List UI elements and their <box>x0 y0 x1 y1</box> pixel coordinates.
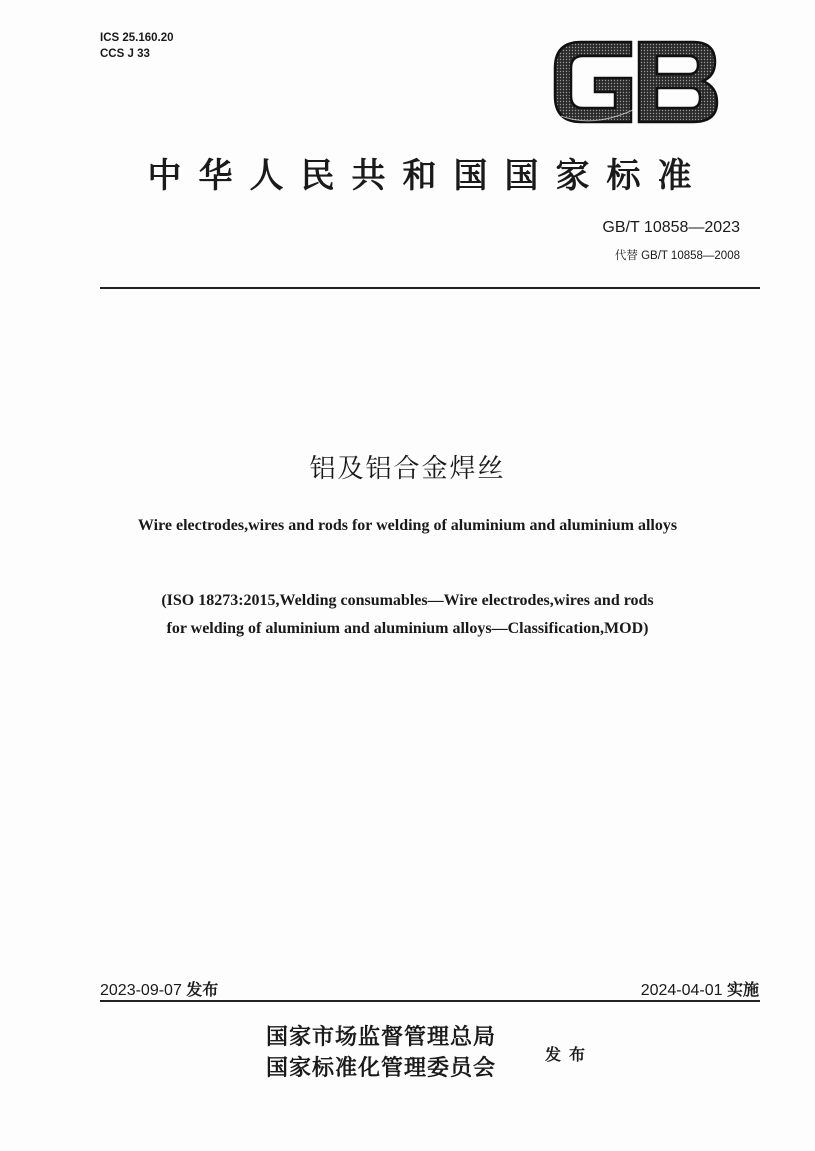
ics-code: ICS 25.160.20 <box>100 32 174 44</box>
ccs-code: CCS J 33 <box>100 48 150 60</box>
replaces-standard: 代替 GB/T 10858—2008 <box>614 250 740 262</box>
publish-date: 2023-09-07 <box>100 982 182 999</box>
chinese-title: 铝及铝合金焊丝 <box>309 454 506 484</box>
issue-word: 发布 <box>545 1045 594 1064</box>
bottom-divider <box>100 1000 760 1002</box>
national-standard-title: 中华人民共和国国家标准 <box>147 156 709 196</box>
iso-reference-line1: (ISO 18273:2015,Welding consumables—Wire electrodes,wires and rods <box>161 592 654 609</box>
top-divider <box>100 287 760 289</box>
gb-logo <box>553 40 719 124</box>
publish-label: 发布 <box>186 980 219 999</box>
iso-reference-line2: for welding of aluminium and aluminium alloys—Classification,MOD) <box>166 620 649 637</box>
implement-date: 2024-04-01 <box>640 982 723 999</box>
issuer-sac: 国家标准化管理委员会 <box>266 1055 497 1081</box>
implement-date-block <box>641 977 759 1000</box>
issuer-samr: 国家市场监督管理总局 <box>266 1024 497 1050</box>
standard-number: GB/T 10858—2023 <box>602 219 740 236</box>
english-title: Wire electrodes,wires and rods for welding of aluminium and aluminium alloys <box>137 517 678 534</box>
implement-label: 实施 <box>726 980 759 999</box>
classification-codes <box>100 30 174 62</box>
publish-date-block <box>100 977 218 1000</box>
